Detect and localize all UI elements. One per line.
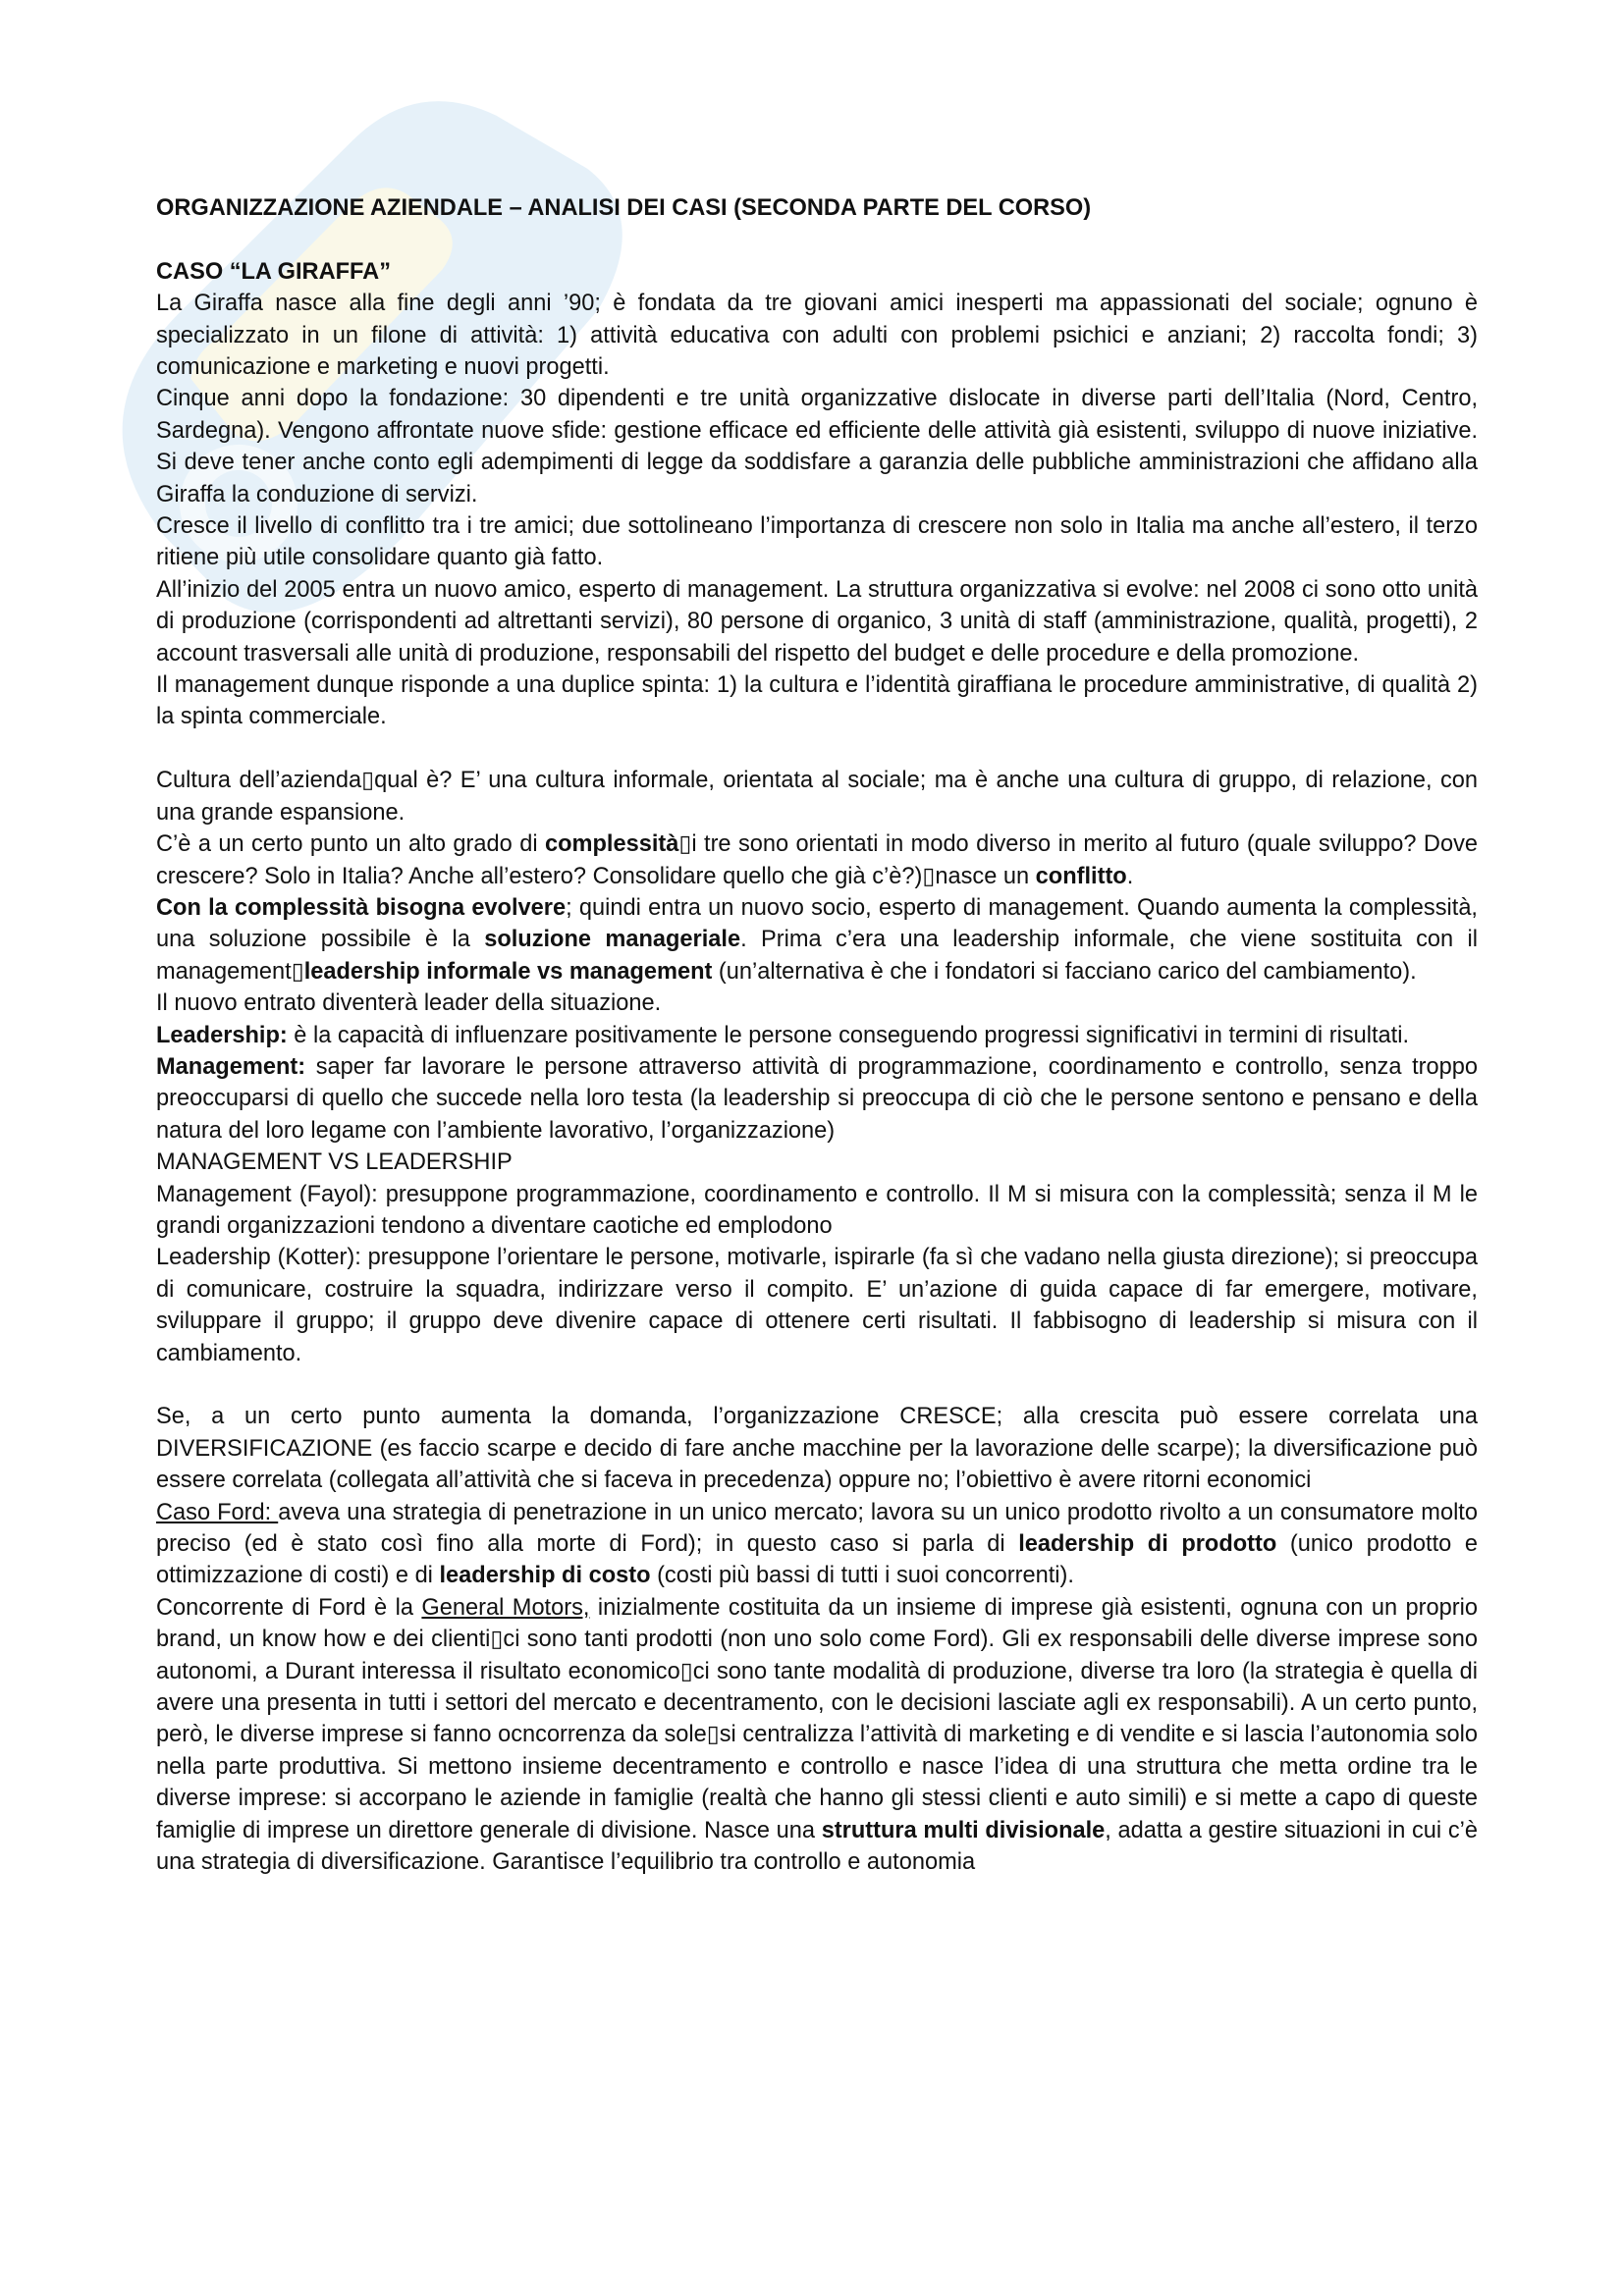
text-run: è la capacità di influenzare positivamente le persone conseguendo progressi significativi in termini di risultati.: [287, 1022, 1410, 1048]
text-run: . Prima c’era una leadership informale, che viene sostituita con il management▯: [156, 927, 1478, 985]
text-run: aveva una strategia di penetrazione in un unico mercato; lavora su un unico prodotto rivolto a un consumatore molto preciso (ed è stato così fino alla morte di Ford); in questo caso si parla di: [156, 1499, 1478, 1558]
document-title: ORGANIZZAZIONE AZIENDALE – ANALISI DEI CASI (SECONDA PARTE DEL CORSO): [156, 195, 1092, 221]
bold-text: soluzione manageriale: [484, 927, 741, 953]
bold-text: leadership di prodotto: [1018, 1531, 1277, 1558]
paragraph: [156, 828, 1478, 892]
text-run: (unico prodotto e ottimizzazione di costi) e di: [156, 1531, 1478, 1589]
paragraph: All’inizio del 2005 entra un nuovo amico, esperto di management. La struttura organizzativa si evolve: nel 2008 ci sono otto unità di produzione (corrispondenti ad altrettanti servizi), 80 persone di organico, 3 unità di staff (amministrazione, qualità, progetti), 2 account trasversali alle unità di produzione, responsabili del rispetto del budget e delle procedure e della promozione.: [156, 576, 1478, 667]
paragraph: [156, 892, 1478, 988]
text-run: (costi più bassi di tutti i suoi concorrenti).: [650, 1563, 1074, 1589]
paragraph: Il management dunque risponde a una duplice spinta: 1) la cultura e l’identità giraffiana le procedure amministrative, di qualità 2) la spinta commerciale.: [156, 672, 1478, 730]
text-run: (un’alternativa è che i fondatori si facciano carico del cambiamento).: [712, 958, 1417, 985]
bold-text: conflitto: [1035, 863, 1127, 889]
paragraph: Leadership (Kotter): presuppone l’orientare le persone, motivarle, ispirarle (fa sì che vadano nella giusta direzione); si preoccupa di comunicare, costruire la squadra, indirizzare verso il compito. E’ un’azione di guida capace di far emergere, motivare, sviluppare il gruppo; il gruppo deve divenire capace di ottenere certi risultati. Il fabbisogno di leadership si misura con il cambiamento.: [156, 1245, 1478, 1366]
paragraph: Management (Fayol): presuppone programmazione, coordinamento e controllo. Il M si misura con la complessità; senza il M le grandi organizzazioni tendono a diventare caotiche ed emplodono: [156, 1181, 1478, 1239]
text-run: inizialmente costituita da un insieme di imprese già esistenti, ognuna con un proprio brand, un know how e dei clienti▯ci sono tanti prodotti (non uno solo come Ford). Gli ex responsabili delle diverse imprese sono autonomi, a Durant interessa il risultato economico▯ci sono tante modalità di produzione, diverse tra loro (la strategia è quella di avere una presenta in tutti i settori del mercato e decentramento, con le decisioni lasciate agli ex responsabili). A un certo punto, però, le diverse imprese si fanno ocncorrenza da sole▯si centralizza l’attività di marketing e di vendite e si lascia l’autonomia solo nella parte produttiva. Si mettono insieme decentramento e controllo e nasce l’idea di una struttura che metta ordine tra le diverse imprese: si accorpano le aziende in famiglie (realtà che hanno gli stessi clienti e auto simili) e si mette a capo di queste famiglie di imprese un direttore generale di divisione. Nasce una: [156, 1594, 1478, 1843]
paragraph: Cresce il livello di conflitto tra i tre amici; due sottolineano l’importanza di crescere non solo in Italia ma anche all’estero, il terzo ritiene più utile consolidare quanto già fatto.: [156, 513, 1478, 571]
paragraph: La Giraffa nasce alla fine degli anni ’90; è fondata da tre giovani amici inesperti ma appassionati del sociale; ognuno è specializzato in un filone di attività: 1) attività educativa con adulti con problemi psichici e anziani; 2) raccolta fondi; 3) comunicazione e marketing e nuovi progetti.: [156, 291, 1478, 381]
paragraph: Cultura dell’azienda▯qual è? E’ una cultura informale, orientata al sociale; ma è anche una cultura di gruppo, di relazione, con una grande espansione.: [156, 768, 1478, 826]
underlined-text: Caso Ford:: [156, 1499, 279, 1525]
bold-text: Leadership:: [156, 1022, 288, 1048]
text-run: .: [1126, 863, 1134, 889]
bold-text: Management:: [156, 1053, 306, 1080]
paragraph: Se, a un certo punto aumenta la domanda, l’organizzazione CRESCE; alla crescita può essere correlata una DIVERSIFICAZIONE (es faccio scarpe e decido di fare anche macchine per la lavorazione delle scarpe); la diversificazione può essere correlata (collegata all’attività che si faceva in precedenza) oppure no; l’obiettivo è avere ritorni economici: [156, 1404, 1478, 1494]
blank-line: [156, 1369, 1478, 1401]
text-run: Concorrente di Ford è la: [156, 1594, 422, 1621]
bold-text: leadership di costo: [439, 1563, 651, 1589]
paragraph: MANAGEMENT VS LEADERSHIP: [156, 1149, 513, 1176]
text-run: ▯i tre sono orientati in modo diverso in merito al futuro (quale sviluppo? Dove crescere? Solo in Italia? Anche all’estero? Consolidare quello che già c’è?)▯nasce un: [156, 831, 1479, 889]
text-run: ; quindi entra un nuovo socio, esperto di management. Quando aumenta la complessità, una soluzione possibile è la: [156, 894, 1478, 953]
paragraph: [156, 1592, 1478, 1879]
bold-text: Con la complessità bisogna evolvere: [156, 894, 567, 921]
paragraph: [156, 1051, 1478, 1147]
case-title: CASO “LA GIRAFFA”: [156, 258, 391, 285]
text-run: C’è a un certo punto un alto grado di: [156, 831, 545, 858]
bold-text: complessità: [544, 831, 679, 858]
underlined-text: General Motors,: [421, 1594, 590, 1621]
paragraph: [156, 1020, 1478, 1051]
text-run: , adatta a gestire situazioni in cui c’è una strategia di diversificazione. Garantisce l’equilibrio tra controllo e autonomia: [156, 1817, 1478, 1876]
paragraph: Il nuovo entrato diventerà leader della situazione.: [156, 990, 662, 1017]
document-page: [156, 192, 1478, 1878]
paragraph: [156, 1497, 1478, 1592]
blank-line: [156, 733, 1478, 765]
bold-text: struttura multi divisionale: [821, 1817, 1106, 1843]
bold-text: leadership informale vs management: [303, 958, 713, 985]
text-run: saper far lavorare le persone attraverso attività di programmazione, coordinamento e controllo, senza troppo preoccuparsi di quello che succede nella loro testa (la leadership si preoccupa di ciò che le persone sentono e pensano e della natura del loro legame con l’ambiente lavorativo, l’organizzazione): [156, 1053, 1478, 1144]
paragraph: Cinque anni dopo la fondazione: 30 dipendenti e tre unità organizzative dislocate in diverse parti dell’Italia (Nord, Centro, Sardegna). Vengono affrontate nuove sfide: gestione efficace ed efficiente delle attività già esistenti, sviluppo di nuove iniziative. Si deve tener anche conto egli adempimenti di legge da soddisfare a garanzia delle pubbliche amministrazioni che affidano alla Giraffa la conduzione di servizi.: [156, 386, 1478, 507]
